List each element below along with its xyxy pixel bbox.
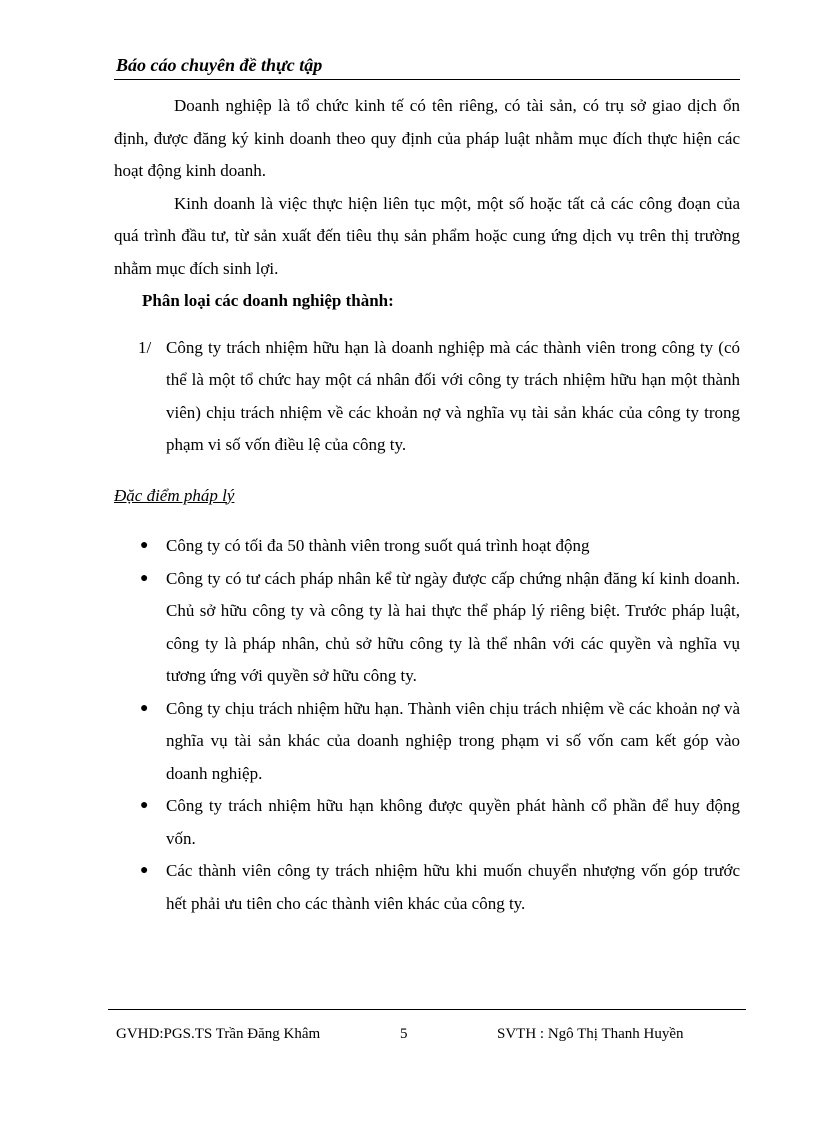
paragraph-business-definition: Kinh doanh là việc thực hiện liên tục một, một số hoặc tất cả các công đoạn của quá trình đầu tư, từ sản xuất đến tiêu thụ sản phẩm hoặc cung ứng dịch vụ trên thị trường nhằm mục đích sinh lợi. xyxy=(114,193,740,278)
bullet-icon: ● xyxy=(140,798,149,813)
bullet-icon: ● xyxy=(140,863,149,878)
list-item xyxy=(114,693,740,791)
document-body xyxy=(114,90,740,920)
list-item-text: Công ty chịu trách nhiệm hữu hạn. Thành viên chịu trách nhiệm về các khoản nợ và nghĩa vụ tài sản khác của doanh nghiệp trong phạm vi số vốn cam kết góp vào doanh nghiệp. xyxy=(166,698,740,783)
list-item xyxy=(114,530,740,563)
legal-features-heading: Đặc điểm pháp lý xyxy=(114,485,235,505)
numbered-item-text: Công ty trách nhiệm hữu hạn là doanh nghiệp mà các thành viên trong công ty (có thể là một tổ chức hay một cá nhân đối với công ty trách nhiệm hữu hạn một thành viên) chịu trách nhiệm về các khoản nợ và nghĩa vụ tài sản khác của công ty trong phạm vi số vốn điều lệ của công ty. xyxy=(166,337,740,454)
list-item-text: Công ty có tối đa 50 thành viên trong suốt quá trình hoạt động xyxy=(166,536,590,555)
list-item-text: Công ty có tư cách pháp nhân kể từ ngày được cấp chứng nhận đăng kí kinh doanh. Chủ sở hữu công ty và công ty là hai thực thể pháp lý riêng biệt. Trước pháp luật, công ty là pháp nhân, chủ sở hữu công ty là thể nhân với các quyền và nghĩa vụ tương ứng với quyền sở hữu công ty. xyxy=(166,568,740,685)
list-item-text: Các thành viên công ty trách nhiệm hữu khi muốn chuyển nhượng vốn góp trước hết phải ưu tiên cho các thành viên khác của công ty. xyxy=(166,861,740,913)
bullet-icon: ● xyxy=(140,570,149,586)
list-item xyxy=(114,563,740,693)
list-item-text: Công ty trách nhiệm hữu hạn không được quyền phát hành cổ phần để huy động vốn. xyxy=(166,796,740,848)
classification-heading: Phân loại các doanh nghiệp thành: xyxy=(142,291,394,310)
legal-features-list xyxy=(114,530,740,920)
list-item xyxy=(114,855,740,920)
bullet-icon: ● xyxy=(140,700,149,716)
page-header-title: Báo cáo chuyên đề thực tập xyxy=(116,55,323,75)
footer-divider xyxy=(108,1009,746,1010)
page-number: 5 xyxy=(400,1026,408,1042)
paragraph-enterprise-definition: Doanh nghiệp là tổ chức kinh tế có tên riêng, có tài sản, có trụ sở giao dịch ổn định, được đăng ký kinh doanh theo quy định của pháp luật nhằm mục đích thực hiện các hoạt động kinh doanh. xyxy=(114,96,740,180)
footer-student: SVTH : Ngô Thị Thanh Huyền xyxy=(497,1026,684,1042)
numbered-item-llc xyxy=(114,332,740,462)
numbered-item-label: 1/ xyxy=(138,337,152,357)
header-divider xyxy=(114,79,740,80)
footer-supervisor: GVHD:PGS.TS Trần Đăng Khâm xyxy=(116,1026,321,1042)
list-item xyxy=(114,790,740,855)
bullet-icon: ● xyxy=(140,538,149,553)
